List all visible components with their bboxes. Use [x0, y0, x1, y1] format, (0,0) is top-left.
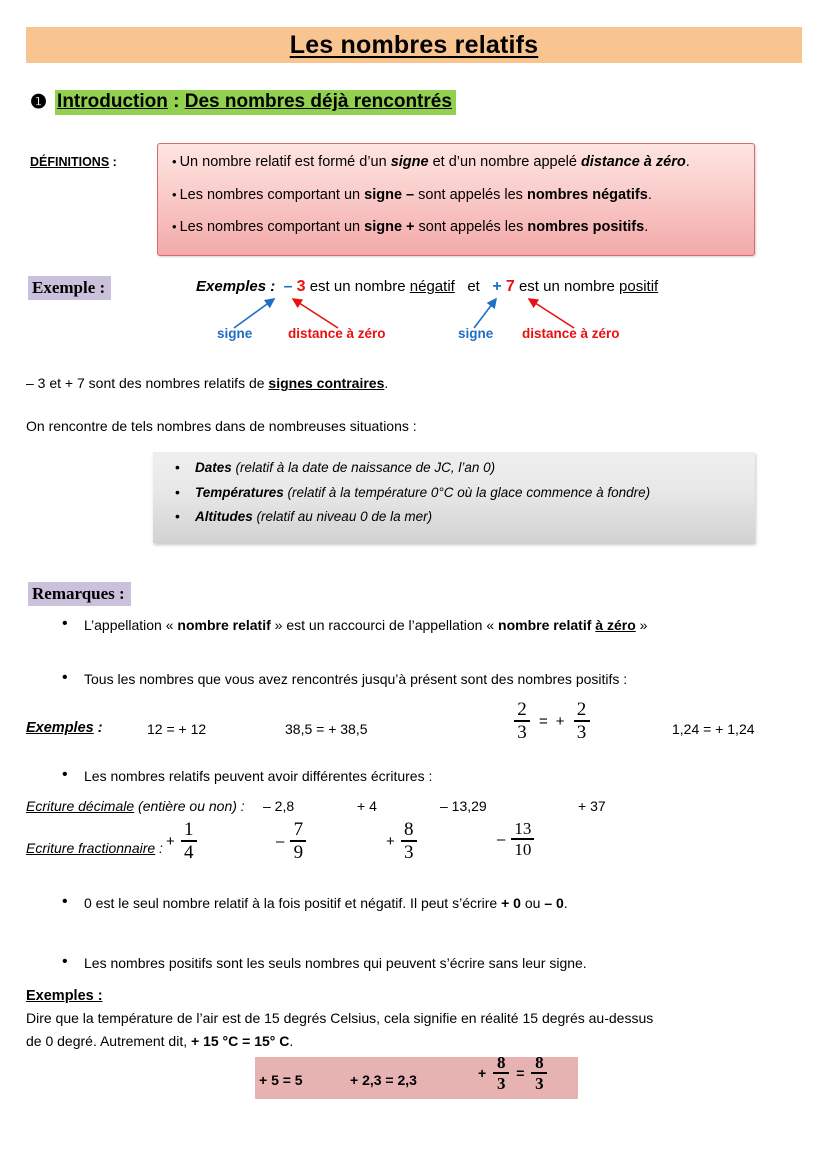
- fraction-denominator: 3: [517, 721, 527, 743]
- positive-example-1: 12 = + 12: [147, 721, 207, 737]
- fractional-writing-label: [26, 840, 163, 856]
- page-title: Les nombres relatifs: [289, 30, 539, 59]
- negative-value: 3: [296, 278, 306, 295]
- distance-annotation-label-1: distance à zéro: [288, 326, 386, 341]
- remark-item-1: [62, 617, 647, 633]
- fraction-denominator: 3: [535, 1074, 544, 1094]
- situation-item-rest: (relatif à la date de naissance de JC, l’an 0): [231, 460, 496, 475]
- fraction-right: [574, 700, 590, 742]
- fraction-left: [514, 700, 530, 742]
- example-lead: Exemples :: [196, 278, 276, 295]
- fraction: [181, 820, 197, 862]
- example-label: Exemple :: [28, 276, 111, 300]
- fractional-value-1: [166, 820, 198, 862]
- negative-sign: –: [283, 278, 293, 295]
- decimal-value-4: + 37: [578, 798, 606, 814]
- definition-emphasis-1: signe: [390, 154, 429, 170]
- example-conjunction: et: [467, 278, 480, 295]
- final-example-fraction: [478, 1054, 548, 1093]
- positive-examples-label-colon: :: [93, 720, 103, 736]
- definition-text-post: .: [685, 154, 690, 170]
- section-1-separator: :: [167, 91, 185, 112]
- annotation-arrows: [196, 296, 716, 332]
- situation-item: [175, 486, 755, 500]
- definition-text-mid: sont appelés les: [414, 186, 527, 203]
- remark-1-emphasis-2a: nombre relatif: [498, 617, 596, 633]
- remark-1-emphasis-1: nombre relatif: [177, 617, 271, 633]
- remark-item-3: • Les nombres relatifs peuvent avoir différentes écritures :: [62, 768, 432, 784]
- situation-item-rest: (relatif à la température 0°C où la glace commence à fondre): [283, 484, 651, 500]
- definition-item: [172, 220, 740, 235]
- definitions-label-colon: :: [109, 155, 117, 169]
- situation-item-head: Dates: [195, 460, 232, 475]
- situations-box: [153, 452, 755, 543]
- sign-annotation-label-1: signe: [217, 326, 253, 341]
- definition-emphasis-2: distance à zéro: [580, 154, 686, 170]
- bullet-icon: •: [172, 219, 177, 234]
- fraction-denominator: 9: [293, 841, 304, 863]
- situation-item-head: Températures: [195, 484, 284, 500]
- decimal-writing-paren: (entière ou non) :: [134, 798, 245, 814]
- distance-annotation-label-2: distance à zéro: [522, 326, 620, 341]
- final-example-1: + 5 = 5: [259, 1072, 303, 1088]
- decimal-writing-label-text: Ecriture décimale: [26, 798, 135, 814]
- fraction-sign: –: [276, 832, 285, 850]
- section-number-icon: ❶: [30, 92, 48, 113]
- fraction-sign: +: [166, 832, 175, 850]
- situation-item: [175, 510, 755, 524]
- definition-emphasis-2: nombres négatifs: [526, 186, 648, 203]
- fractional-value-3: [386, 820, 418, 862]
- decimal-value-3: – 13,29: [440, 798, 487, 814]
- positive-example-3: 1,24 = + 1,24: [672, 721, 755, 737]
- final-paragraph-pre: de 0 degré. Autrement dit,: [26, 1033, 191, 1049]
- bullet-icon: •: [172, 154, 177, 169]
- fraction-numerator: 2: [517, 699, 527, 720]
- fraction-denominator: 3: [496, 1074, 506, 1094]
- situation-item: [175, 461, 755, 475]
- remark-item-4: [62, 895, 568, 911]
- definition-text-mid: sont appelés les: [414, 219, 528, 235]
- positive-value: 7: [505, 278, 515, 295]
- positive-examples-label-text: Exemples: [26, 720, 94, 736]
- section-1-subtitle: Des nombres déjà rencontrés: [184, 91, 452, 112]
- definition-text-post: .: [647, 186, 652, 203]
- fraction-numerator: 2: [576, 699, 587, 720]
- fraction-sign: +: [555, 712, 565, 730]
- situations-intro-paragraph: On rencontre de tels nombres dans de nombreuses situations :: [26, 418, 417, 434]
- opposite-signs-pre: – 3 et + 7 sont des nombres relatifs de: [26, 375, 269, 391]
- remark-1-mid: » est un raccourci de l’appellation «: [270, 617, 499, 633]
- definition-text-pre: Les nombres comportant un: [179, 219, 365, 235]
- positive-example-2: 38,5 = + 38,5: [285, 721, 368, 737]
- negative-description-pre: est un nombre: [305, 278, 410, 295]
- fraction-denominator: 3: [404, 841, 414, 863]
- definition-text-pre: Un nombre relatif est formé d’un: [179, 154, 391, 170]
- definition-text-mid: et d’un nombre appelé: [428, 154, 581, 170]
- definitions-label-text: DÉFINITIONS: [30, 155, 110, 169]
- fraction-numerator: 1: [184, 819, 194, 840]
- definitions-label: [30, 155, 117, 169]
- fractional-value-2: [276, 820, 307, 862]
- sign-arrow-1: [234, 299, 274, 328]
- fraction-numerator: 8: [535, 1053, 544, 1072]
- opposite-signs-emphasis: signes contraires: [268, 375, 385, 391]
- fraction-sign: –: [497, 830, 506, 848]
- positive-examples-label: [26, 720, 103, 736]
- fraction-denominator: 10: [514, 839, 532, 859]
- remark-item-2: • Tous les nombres que vous avez rencontrés jusqu’à présent sont des nombres positifs :: [62, 671, 627, 687]
- positive-example-fraction: [513, 700, 591, 742]
- opposite-signs-post: .: [384, 375, 389, 391]
- remarks-label: Remarques :: [28, 582, 131, 606]
- fraction-denominator: 3: [576, 721, 587, 743]
- decimal-writing-label: [26, 798, 245, 814]
- fraction-equals: =: [516, 1065, 525, 1082]
- fractional-writing-colon: :: [155, 840, 163, 856]
- decimal-value-1: – 2,8: [263, 798, 295, 814]
- remark-4-pre: 0 est le seul nombre relatif à la fois positif et négatif. Il peut s’écrire: [84, 895, 502, 911]
- fractional-writing-label-text: Ecriture fractionnaire: [26, 840, 156, 856]
- fraction-sign: +: [478, 1065, 487, 1082]
- fraction-denominator: 4: [184, 841, 194, 863]
- bullet-icon: •: [172, 186, 177, 202]
- definition-item: [172, 188, 740, 203]
- positive-description-pre: est un nombre: [514, 278, 620, 295]
- definition-emphasis-1: signe +: [364, 219, 415, 235]
- definition-text-post: .: [644, 219, 649, 235]
- fraction-right: [531, 1054, 547, 1093]
- distance-arrow-2: [529, 299, 574, 328]
- sign-arrow-2: [474, 299, 496, 328]
- document-title-banner: [26, 27, 802, 63]
- positive-description-emphasis: positif: [619, 278, 659, 295]
- sign-annotation-label-2: signe: [458, 326, 494, 341]
- situation-item-head: Altitudes: [195, 509, 253, 524]
- remark-4-emphasis-2: – 0: [544, 895, 564, 911]
- final-example-2: + 2,3 = 2,3: [350, 1072, 417, 1088]
- remark-item-5: • Les nombres positifs sont les seuls nombres qui peuvent s’écrire sans leur signe.: [62, 955, 587, 971]
- fraction-equals: =: [539, 712, 548, 730]
- positive-sign: +: [492, 278, 502, 295]
- decimal-value-2: + 4: [357, 798, 377, 814]
- negative-description-emphasis: négatif: [409, 278, 455, 295]
- final-examples-paragraph-line-1: Dire que la température de l’air est de 15 degrés Celsius, cela signifie en réalité 15 degrés au-dessus: [26, 1010, 654, 1026]
- section-1-heading-text: [55, 90, 456, 115]
- final-paragraph-post: .: [289, 1033, 294, 1049]
- fraction: [290, 820, 306, 862]
- remark-4-post: .: [563, 895, 568, 911]
- fraction-numerator: 8: [496, 1053, 506, 1072]
- fractional-value-4: [497, 820, 535, 858]
- remark-4-emphasis-1: + 0: [501, 895, 521, 911]
- remark-1-post: »: [635, 617, 648, 633]
- remark-1-emphasis-2b: à zéro: [595, 617, 636, 633]
- remark-1-pre: L’appellation «: [84, 617, 178, 633]
- definitions-box: [157, 143, 755, 256]
- fraction-sign: +: [386, 832, 395, 850]
- opposite-signs-paragraph: [26, 375, 388, 391]
- final-paragraph-emphasis: + 15 °C = 15° C: [191, 1033, 290, 1049]
- fraction-numerator: 13: [514, 819, 532, 838]
- final-examples-label: Exemples :: [26, 988, 103, 1004]
- definition-item: [172, 155, 740, 170]
- remark-4-mid: ou: [520, 895, 545, 911]
- example-expression-line: [196, 278, 658, 296]
- situation-item-rest: (relatif au niveau 0 de la mer): [252, 509, 433, 524]
- decimal-writing-row: [26, 798, 245, 814]
- definition-text-pre: Les nombres comportant un: [179, 186, 365, 203]
- fraction-numerator: 7: [293, 819, 304, 840]
- distance-arrow-1: [293, 299, 338, 328]
- fraction-left: [493, 1054, 509, 1093]
- section-1-title: Introduction: [57, 91, 168, 112]
- final-examples-paragraph-line-2: [26, 1033, 293, 1049]
- fraction: [401, 820, 417, 862]
- definition-emphasis-1: signe –: [364, 186, 415, 203]
- definition-emphasis-2: nombres positifs: [527, 219, 645, 235]
- section-1-heading: [30, 90, 456, 115]
- fraction: [511, 820, 534, 858]
- fraction-numerator: 8: [404, 819, 414, 840]
